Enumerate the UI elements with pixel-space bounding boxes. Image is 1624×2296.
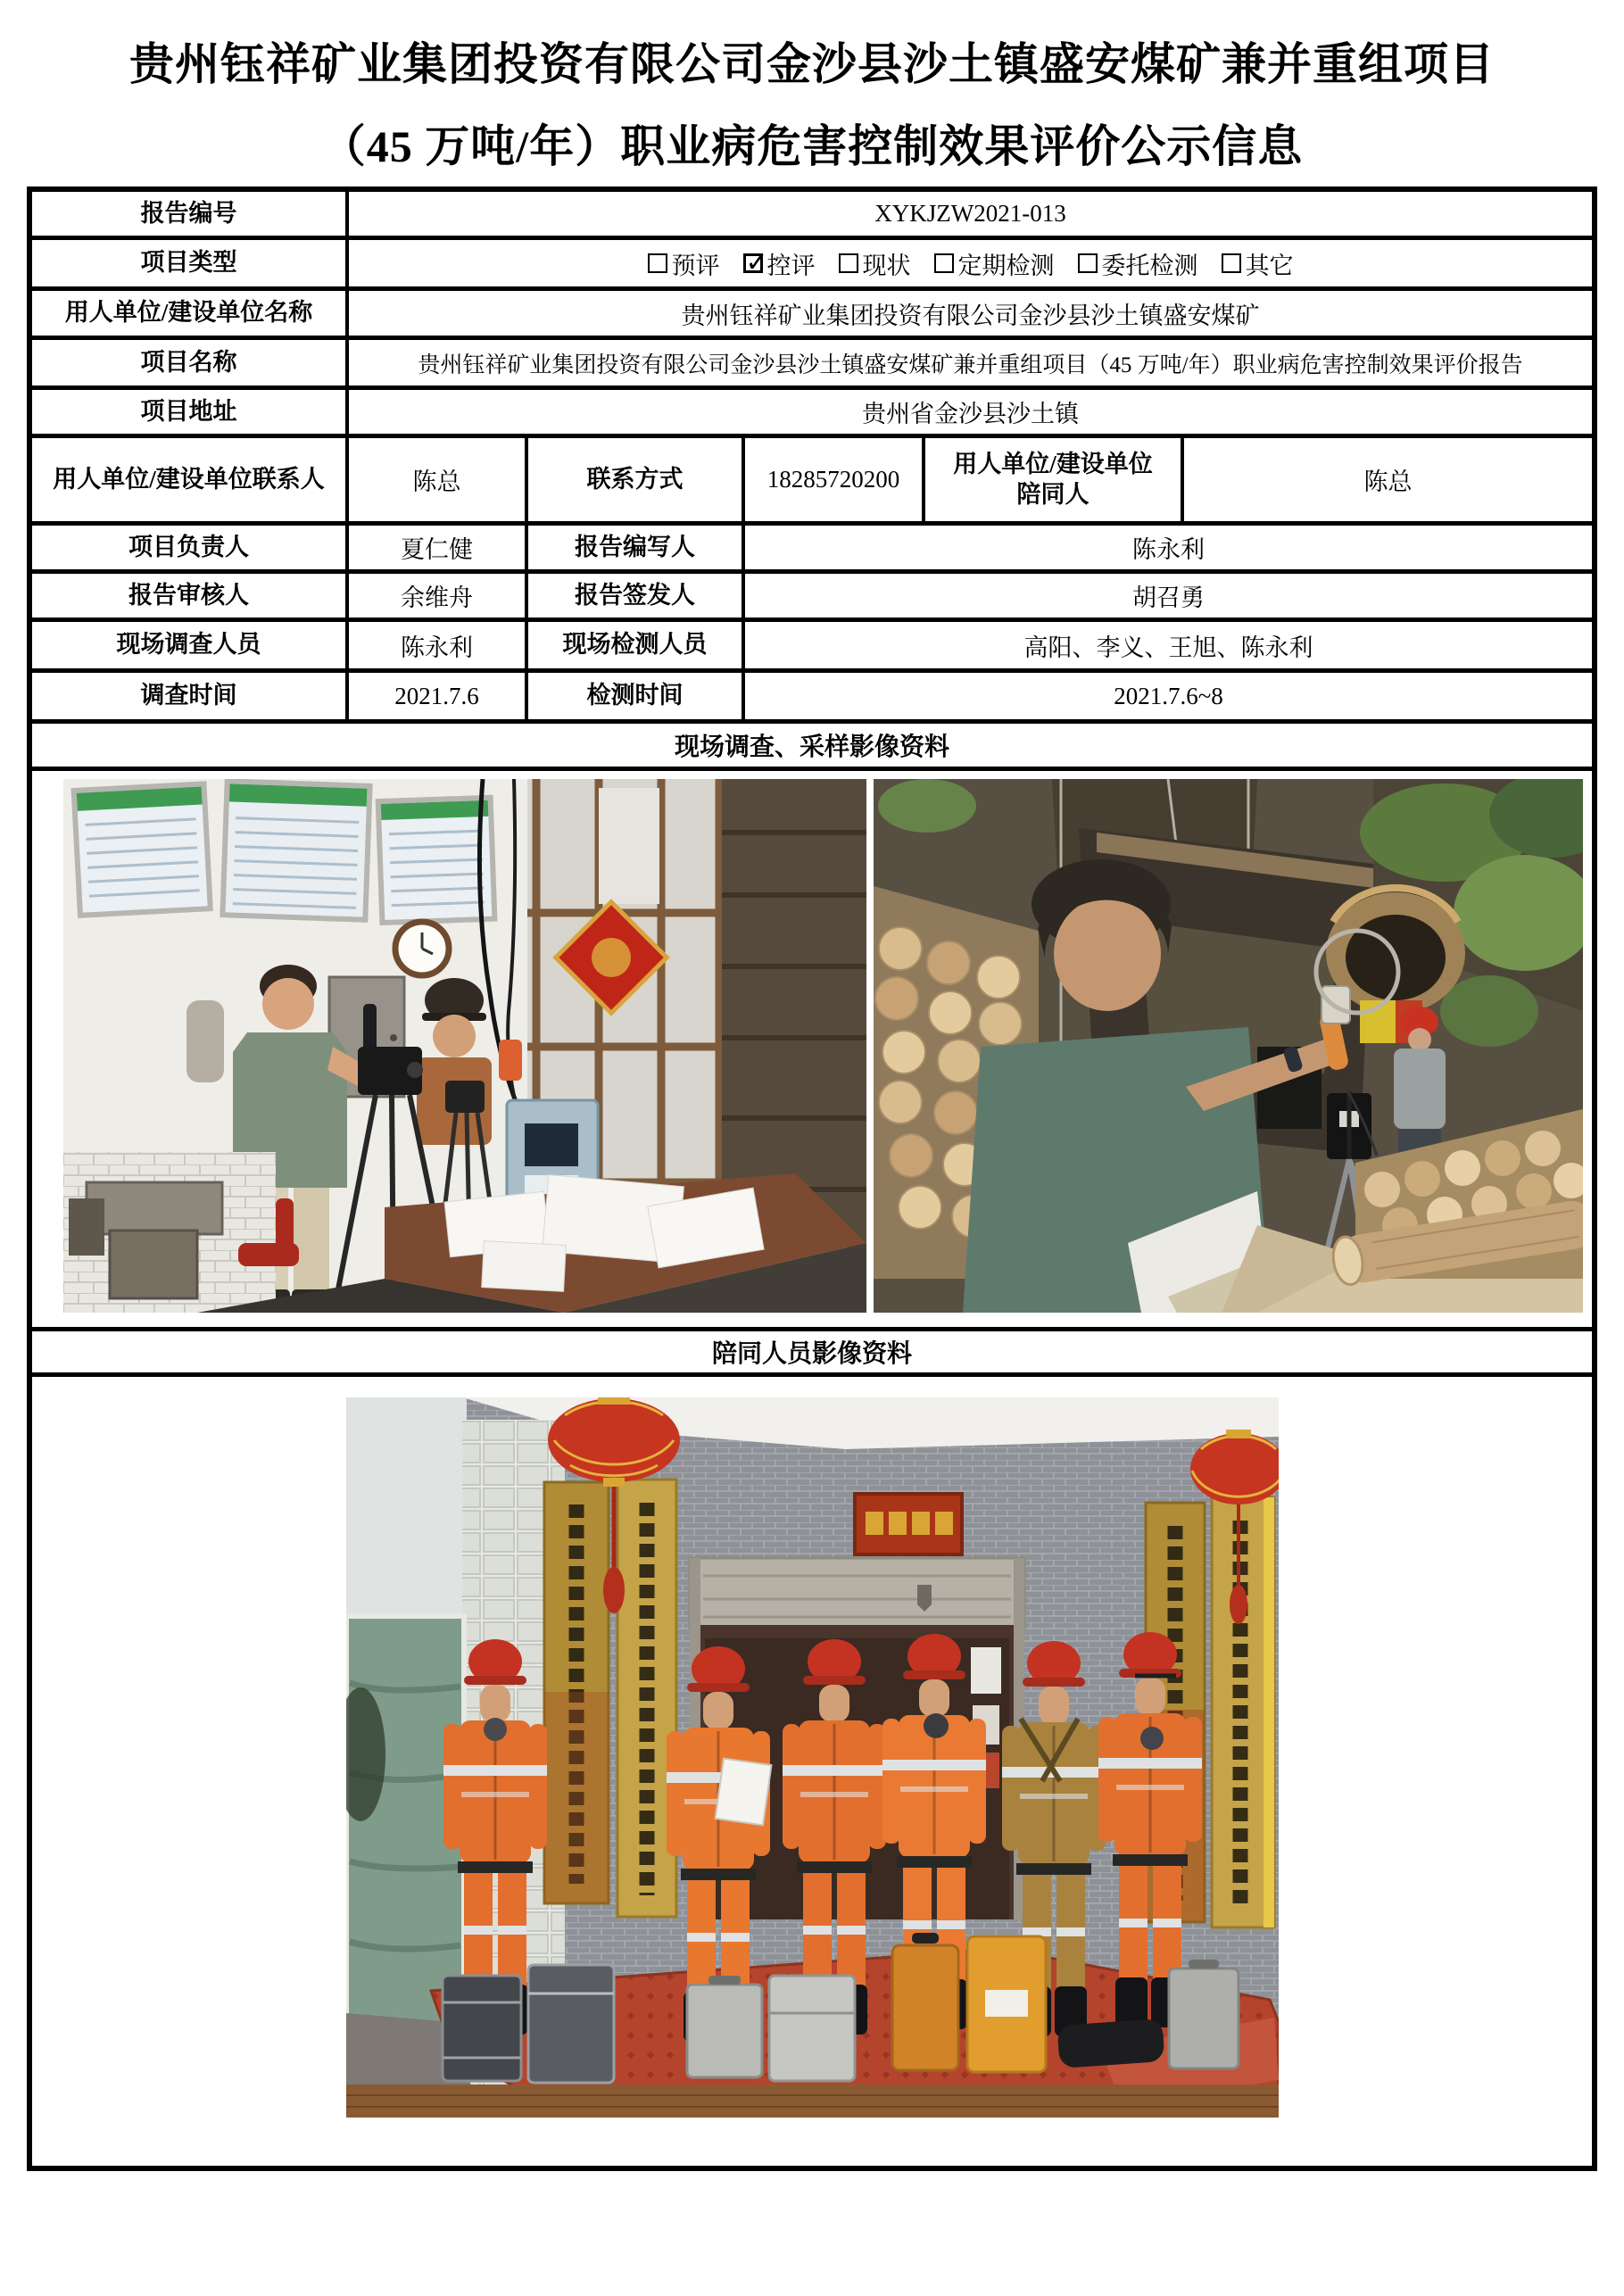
employer-label: 用人单位/建设单位名称: [32, 291, 349, 340]
checkbox-label: 现状: [862, 252, 911, 279]
option-periodic-test: [934, 246, 1055, 281]
cabinet-handle: [390, 1034, 397, 1041]
checkbox-label: 预评: [671, 252, 720, 279]
document-title: [0, 0, 1624, 186]
checkbox-icon: [1078, 253, 1098, 273]
test-staff-label: 现场检测人员: [528, 622, 745, 673]
wood-platform: [346, 2085, 1279, 2118]
checkbox-icon: [839, 253, 858, 273]
title-line-1: 贵州钰祥矿业集团投资有限公司金沙县沙土镇盛安煤矿兼并重组项目: [129, 39, 1495, 89]
outdoor-sampling-photo: [874, 779, 1583, 1313]
left-white-wall: [346, 1397, 467, 1620]
title-line-2: （45 万吨/年）职业病危害控制效果评价公示信息: [320, 121, 1304, 171]
project-name-value: 贵州钰祥矿业集团投资有限公司金沙县沙土镇盛安煤矿兼并重组项目（45 万吨/年）职业病危害控制效果评价报告: [349, 340, 1592, 390]
info-table: [27, 186, 1597, 2171]
reviewer-label: 报告审核人: [32, 574, 349, 622]
wall-poster: [70, 781, 212, 918]
checkbox-checked-icon: [743, 253, 763, 273]
project-type-value: [349, 240, 1592, 291]
phone-label: 联系方式: [528, 438, 745, 526]
section-header-survey-media: 现场调查、采样影像资料: [32, 724, 1592, 771]
checkbox-label: 定期检测: [957, 252, 1055, 279]
gold-banner-right-outer: [1212, 1497, 1274, 1927]
reviewer-value: 余维舟: [349, 574, 528, 622]
survey-photos-cell: [32, 771, 1592, 1331]
metal-box: [110, 1231, 197, 1298]
escort-label-line1: 用人单位/建设单位: [953, 450, 1153, 477]
glass-pane: [599, 788, 659, 904]
test-staff-value: 高阳、李义、王旭、陈永利: [745, 622, 1592, 673]
orange-tag: [499, 1040, 522, 1081]
writer-value: 陈永利: [745, 526, 1592, 574]
employer-value: 贵州钰祥矿业集团投资有限公司金沙县沙土镇盛安煤矿: [349, 291, 1592, 340]
indoor-survey-photo: [63, 779, 866, 1313]
contact-value: 陈总: [349, 438, 528, 526]
gold-banner-left-outer: [544, 1482, 609, 1903]
issuer-label: 报告签发人: [528, 574, 745, 622]
checkbox-icon: [934, 253, 954, 273]
report-no-value: XYKJZW2021-013: [349, 192, 1592, 240]
contact-label: 用人单位/建设单位联系人: [32, 438, 349, 526]
project-name-label: 项目名称: [32, 340, 349, 390]
test-date-value: 2021.7.6~8: [745, 673, 1592, 724]
option-control-eval: [743, 246, 816, 281]
red-greeting-sign: [855, 1494, 962, 1554]
leader-value: 夏仁健: [349, 526, 528, 574]
section-header-escort-media: 陪同人员影像资料: [32, 1331, 1592, 1377]
hanging-towel: [186, 1000, 224, 1082]
writer-label: 报告编写人: [528, 526, 745, 574]
survey-staff-label: 现场调查人员: [32, 622, 349, 673]
checkbox-label: 委托检测: [1101, 252, 1198, 279]
escort-group-photo: [346, 1397, 1279, 2118]
issuer-value: 胡召勇: [745, 574, 1592, 622]
checkbox-icon: [648, 253, 667, 273]
survey-date-label: 调查时间: [32, 673, 349, 724]
survey-staff-value: 陈永利: [349, 622, 528, 673]
escort-label-line2: 陪同人: [1016, 480, 1090, 508]
address-value: 贵州省金沙县沙土镇: [349, 390, 1592, 438]
survey-date-value: 2021.7.6: [349, 673, 528, 724]
escort-value: 陈总: [1184, 438, 1592, 526]
option-entrusted-test: [1078, 246, 1198, 281]
project-type-label: 项目类型: [32, 240, 349, 291]
option-pre-eval: [648, 246, 720, 281]
small-box: [69, 1198, 104, 1256]
checkbox-icon: [1222, 253, 1241, 273]
leader-label: 项目负责人: [32, 526, 349, 574]
escort-photo-cell: [32, 1377, 1592, 2166]
address-label: 项目地址: [32, 390, 349, 438]
checkbox-label: 其它: [1245, 252, 1294, 279]
phone-value: 18285720200: [745, 438, 925, 526]
test-date-label: 检测时间: [528, 673, 745, 724]
report-no-label: 报告编号: [32, 192, 349, 240]
metal-bench: [87, 1182, 222, 1234]
project-type-options: [648, 246, 1294, 281]
escort-label: [925, 438, 1184, 526]
wall-clock: [395, 922, 449, 975]
option-other: [1222, 246, 1294, 281]
wall-poster: [220, 779, 372, 923]
checkbox-label: 控评: [766, 252, 816, 279]
option-status-quo: [839, 246, 911, 281]
